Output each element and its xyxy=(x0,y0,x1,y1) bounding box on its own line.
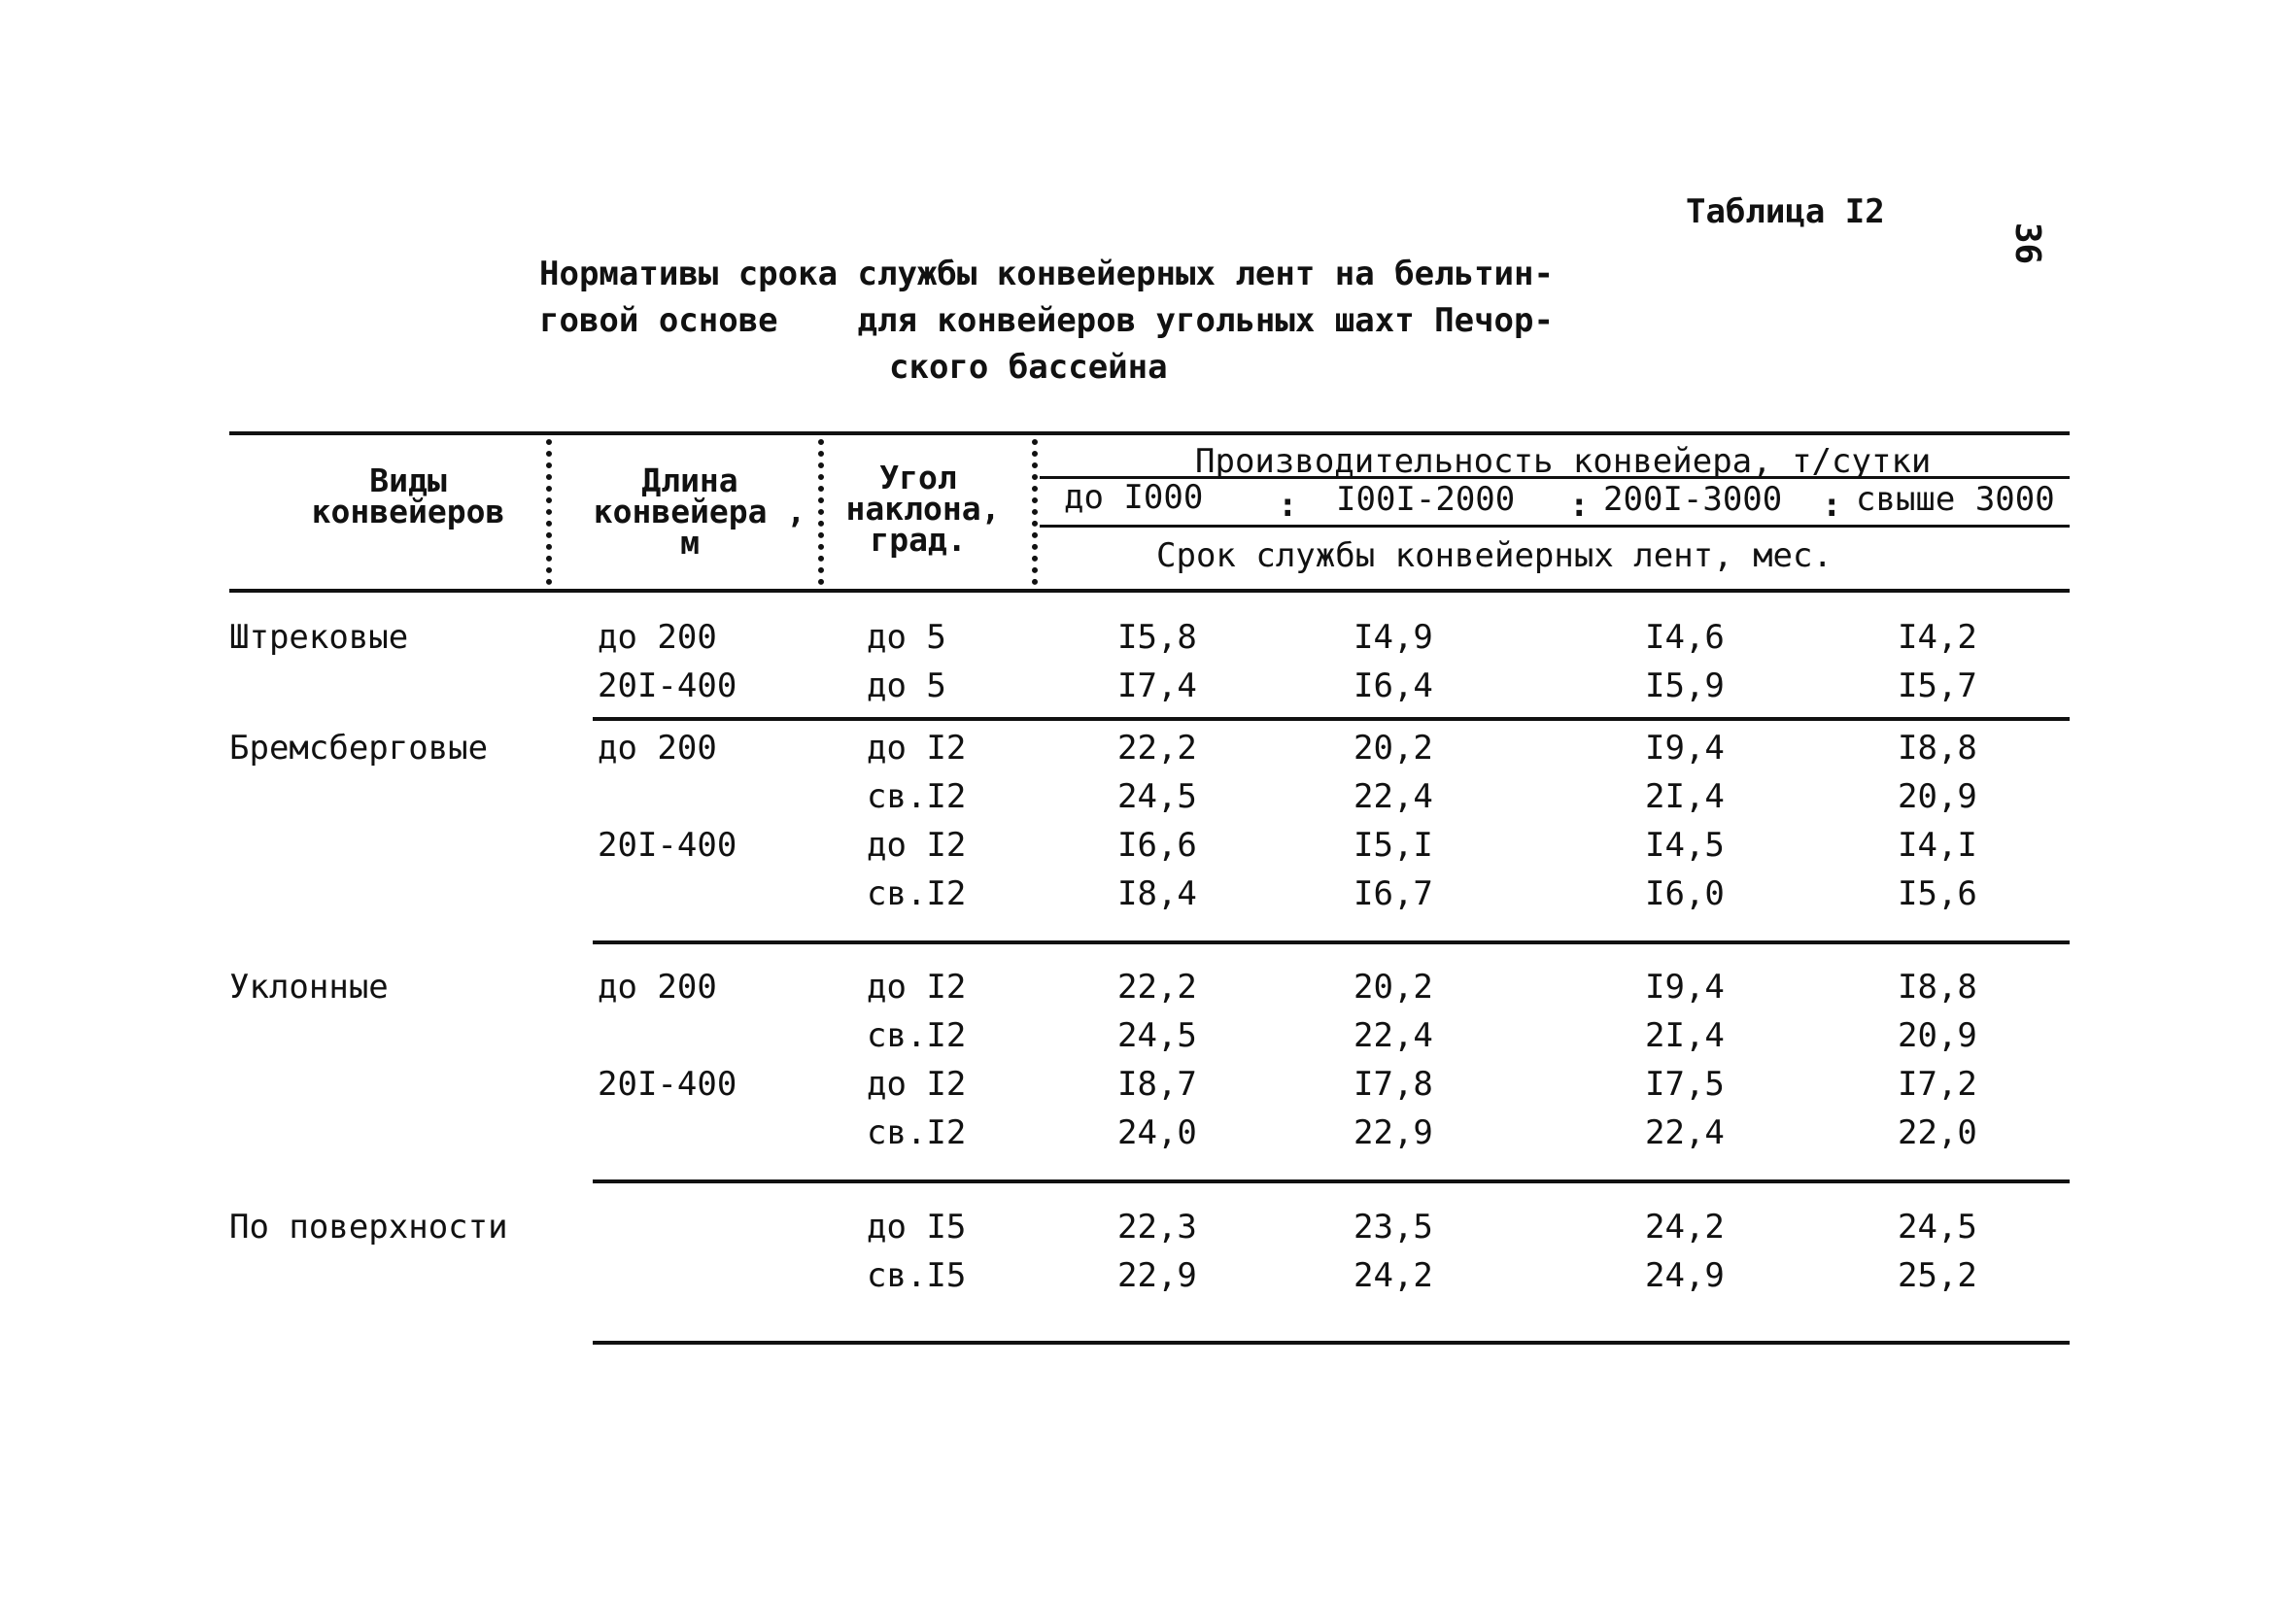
row-angle-cell: св.I2 xyxy=(867,1113,967,1152)
group-rule-4 xyxy=(593,1341,2070,1345)
group-rule-2 xyxy=(593,940,2070,944)
header-type-line-2: конвейеров xyxy=(311,493,505,530)
header-length-line-3: м xyxy=(680,524,700,562)
row-value-cell-2: I6,4 xyxy=(1354,666,1433,705)
row-value-cell-4: 24,5 xyxy=(1898,1208,1977,1247)
row-value-cell-1: I6,6 xyxy=(1117,826,1197,865)
row-angle-cell: св.I5 xyxy=(867,1256,967,1295)
row-value-cell-3: 24,2 xyxy=(1645,1208,1725,1247)
row-length-cell: 20I-400 xyxy=(598,1065,737,1104)
header-colon-2: : xyxy=(1569,486,1590,525)
row-value-cell-4: I8,8 xyxy=(1898,729,1977,768)
row-value-cell-4: 20,9 xyxy=(1898,1016,1977,1055)
header-colon-1: : xyxy=(1278,486,1298,525)
table-label: Таблица I2 xyxy=(1686,192,1885,231)
header-type-line-1: Виды xyxy=(369,461,447,499)
row-value-cell-1: 24,5 xyxy=(1117,777,1197,816)
row-value-cell-1: 24,0 xyxy=(1117,1113,1197,1152)
row-value-cell-4: I4,2 xyxy=(1898,618,1977,657)
row-value-cell-2: 22,9 xyxy=(1354,1113,1433,1152)
row-value-cell-3: 22,4 xyxy=(1645,1113,1725,1152)
row-type-cell: Бремсберговые xyxy=(229,729,489,768)
group-rule-1 xyxy=(593,717,2070,721)
header-sub-rule xyxy=(1040,525,2070,528)
row-value-cell-4: 25,2 xyxy=(1898,1256,1977,1295)
header-bottom-rule xyxy=(229,589,2070,593)
row-angle-cell: до 5 xyxy=(867,666,946,705)
row-length-cell: 20I-400 xyxy=(598,826,737,865)
row-length-cell: до 200 xyxy=(598,729,717,768)
row-value-cell-3: I5,9 xyxy=(1645,666,1725,705)
page-number: 36 xyxy=(2007,222,2048,265)
header-top-rule xyxy=(229,431,2070,435)
row-value-cell-2: I5,I xyxy=(1354,826,1433,865)
header-prod-2: I00I-2000 xyxy=(1336,480,1516,519)
row-angle-cell: св.I2 xyxy=(867,1016,967,1055)
row-value-cell-2: 24,2 xyxy=(1354,1256,1433,1295)
row-value-cell-4: I5,7 xyxy=(1898,666,1977,705)
header-angle-line-3: град. xyxy=(870,521,967,559)
row-value-cell-1: 24,5 xyxy=(1117,1016,1197,1055)
row-angle-cell: св.I2 xyxy=(867,777,967,816)
row-length-cell: 20I-400 xyxy=(598,666,737,705)
row-value-cell-1: I5,8 xyxy=(1117,618,1197,657)
row-value-cell-1: 22,2 xyxy=(1117,968,1197,1007)
group-rule-3 xyxy=(593,1179,2070,1183)
table-title-line-1: Нормативы срока службы конвейерных лент на бельтин- xyxy=(539,255,1554,293)
header-prod-4: свыше 3000 xyxy=(1856,480,2055,519)
row-value-cell-4: I4,I xyxy=(1898,826,1977,865)
row-value-cell-1: 22,2 xyxy=(1117,729,1197,768)
row-type-cell: Уклонные xyxy=(229,968,389,1007)
header-productivity-group: Производительность конвейера, т/сутки xyxy=(1195,442,1932,481)
row-angle-cell: до I2 xyxy=(867,968,967,1007)
row-angle-cell: до I2 xyxy=(867,826,967,865)
row-value-cell-3: I4,5 xyxy=(1645,826,1725,865)
row-value-cell-1: 22,9 xyxy=(1117,1256,1197,1295)
row-value-cell-3: I9,4 xyxy=(1645,968,1725,1007)
row-value-cell-4: I5,6 xyxy=(1898,874,1977,913)
header-angle-line-1: Угол xyxy=(879,459,957,496)
row-type-cell: По поверхности xyxy=(229,1208,508,1247)
row-value-cell-4: 20,9 xyxy=(1898,777,1977,816)
row-value-cell-2: 20,2 xyxy=(1354,968,1433,1007)
table-title-line-3: ского бассейна xyxy=(889,348,1168,387)
header-prod-1: до I000 xyxy=(1064,478,1204,517)
row-value-cell-3: 24,9 xyxy=(1645,1256,1725,1295)
table-title-line-2: говой основе для конвейеров угольных шахт Печор- xyxy=(539,301,1554,340)
row-type-cell: Штрековые xyxy=(229,618,409,657)
row-value-cell-1: I8,4 xyxy=(1117,874,1197,913)
row-value-cell-1: 22,3 xyxy=(1117,1208,1197,1247)
row-angle-cell: до 5 xyxy=(867,618,946,657)
row-value-cell-4: I8,8 xyxy=(1898,968,1977,1007)
header-divider-1 xyxy=(546,439,552,585)
header-divider-3 xyxy=(1032,439,1038,585)
row-value-cell-3: I6,0 xyxy=(1645,874,1725,913)
row-value-cell-4: 22,0 xyxy=(1898,1113,1977,1152)
row-value-cell-2: 22,4 xyxy=(1354,1016,1433,1055)
row-value-cell-3: 2I,4 xyxy=(1645,1016,1725,1055)
row-angle-cell: до I2 xyxy=(867,729,967,768)
header-divider-2 xyxy=(818,439,824,585)
row-value-cell-3: I4,6 xyxy=(1645,618,1725,657)
row-value-cell-2: I4,9 xyxy=(1354,618,1433,657)
header-angle-line-2: наклона, xyxy=(845,490,1001,528)
row-value-cell-2: 20,2 xyxy=(1354,729,1433,768)
header-colon-3: : xyxy=(1822,486,1842,525)
row-value-cell-2: I6,7 xyxy=(1354,874,1433,913)
row-value-cell-2: 22,4 xyxy=(1354,777,1433,816)
row-value-cell-2: I7,8 xyxy=(1354,1065,1433,1104)
row-value-cell-1: I8,7 xyxy=(1117,1065,1197,1104)
header-prod-3: 200I-3000 xyxy=(1603,480,1783,519)
header-lifetime-subtitle: Срок службы конвейерных лент, мес. xyxy=(1156,536,1833,575)
row-value-cell-2: 23,5 xyxy=(1354,1208,1433,1247)
row-value-cell-3: I7,5 xyxy=(1645,1065,1725,1104)
row-value-cell-4: I7,2 xyxy=(1898,1065,1977,1104)
header-length-line-1: Длина xyxy=(641,461,738,499)
row-value-cell-3: I9,4 xyxy=(1645,729,1725,768)
row-value-cell-3: 2I,4 xyxy=(1645,777,1725,816)
row-angle-cell: св.I2 xyxy=(867,874,967,913)
row-value-cell-1: I7,4 xyxy=(1117,666,1197,705)
row-angle-cell: до I2 xyxy=(867,1065,967,1104)
row-length-cell: до 200 xyxy=(598,968,717,1007)
header-length-line-2: конвейера , xyxy=(593,493,806,530)
row-angle-cell: до I5 xyxy=(867,1208,967,1247)
row-length-cell: до 200 xyxy=(598,618,717,657)
